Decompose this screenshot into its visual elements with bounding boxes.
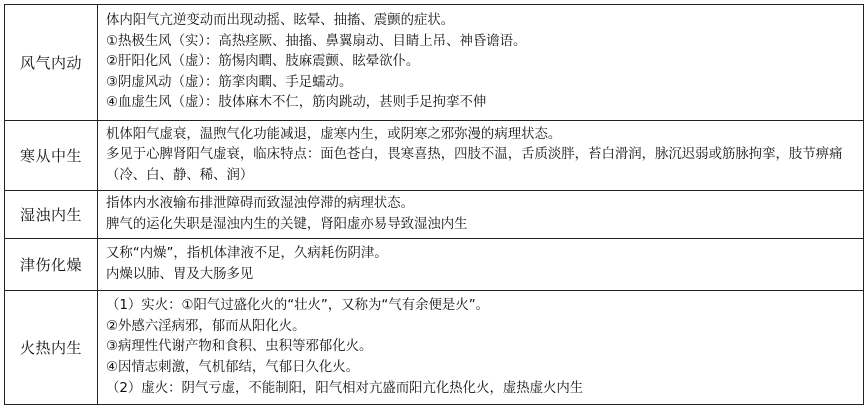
row-content-cell <box>98 239 864 291</box>
content-line: ④因情志刺激，气机郁结，气郁日久化火。 <box>106 359 360 375</box>
content-line: 又称“内燥”，指机体津液不足，久病耗伤阴津。 <box>106 246 388 262</box>
content-line: 内燥以肺、胃及大肠多见 <box>106 266 254 282</box>
content-line: 机体阳气虚衰，温煦气化功能减退，虚寒内生，或阴寒之邪弥漫的病理状态。 <box>106 126 562 142</box>
row-label-cell <box>5 191 98 239</box>
row-content-cell <box>98 5 864 121</box>
row-label: 津伤化燥 <box>19 256 82 275</box>
content-line: ②肝阳化风（虚）：筋惕肉瞤、肢麻震颤、眩晕欲仆。 <box>106 54 420 70</box>
content-line: ③阴虚风动（虚）：筋挛肉瞤、手足蠕动。 <box>106 74 353 90</box>
table-row <box>5 291 864 405</box>
content-line: 体内阳气亢逆变动而出现动摇、眩晕、抽搐、震颤的症状。 <box>106 13 455 29</box>
content-line: ③病理性代谢产物和食积、虫积等邪郁化火。 <box>106 339 373 355</box>
row-label: 火热内生 <box>19 339 82 358</box>
row-label: 湿浊内生 <box>19 206 82 225</box>
row-content-cell <box>98 121 864 191</box>
pathology-table <box>4 4 864 405</box>
content-line: 脾气的运化失职是湿浊内生的关键，肾阳虚亦易导致湿浊内生 <box>106 216 468 232</box>
content-line: ②外感六淫病邪，郁而从阳化火。 <box>106 318 306 334</box>
content-line: 多见于心脾肾阳气虚衰，临床特点：面色苍白，畏寒喜热，四肢不温，舌质淡胖，苔白滑润，脉沉迟弱或筋脉拘挛，肢节痹痛（冷、白、静、稀、润） <box>106 147 843 183</box>
content-line: 指体内水液输布排泄障碍而致湿浊停滞的病理状态。 <box>106 196 414 211</box>
content-line: ④血虚生风（虚）：肢体麻木不仁，筋肉跳动，甚则手足拘挛不伸 <box>106 95 487 111</box>
content-line: （1）实火：①阳气过盛化火的“壮火”，又称为“气有余便是火”。 <box>106 298 490 314</box>
row-label: 寒从中生 <box>19 147 82 165</box>
row-label-cell <box>5 291 98 405</box>
table-row <box>5 5 864 121</box>
row-label: 风气内动 <box>19 54 82 72</box>
row-content-cell <box>98 191 864 239</box>
table-row <box>5 239 864 291</box>
table-row <box>5 191 864 239</box>
row-label-cell <box>5 121 98 191</box>
content-line: （2）虚火：阴气亏虚，不能制阳，阳气相对亢盛而阳亢化热化火，虚热虚火内生 <box>106 380 584 396</box>
table-row <box>5 121 864 191</box>
row-content-cell <box>98 291 864 405</box>
row-label-cell <box>5 5 98 121</box>
row-label-cell <box>5 239 98 291</box>
content-line: ①热极生风（实）：高热痉厥、抽搐、鼻翼扇动、目睛上吊、神昏谵语。 <box>106 33 527 49</box>
